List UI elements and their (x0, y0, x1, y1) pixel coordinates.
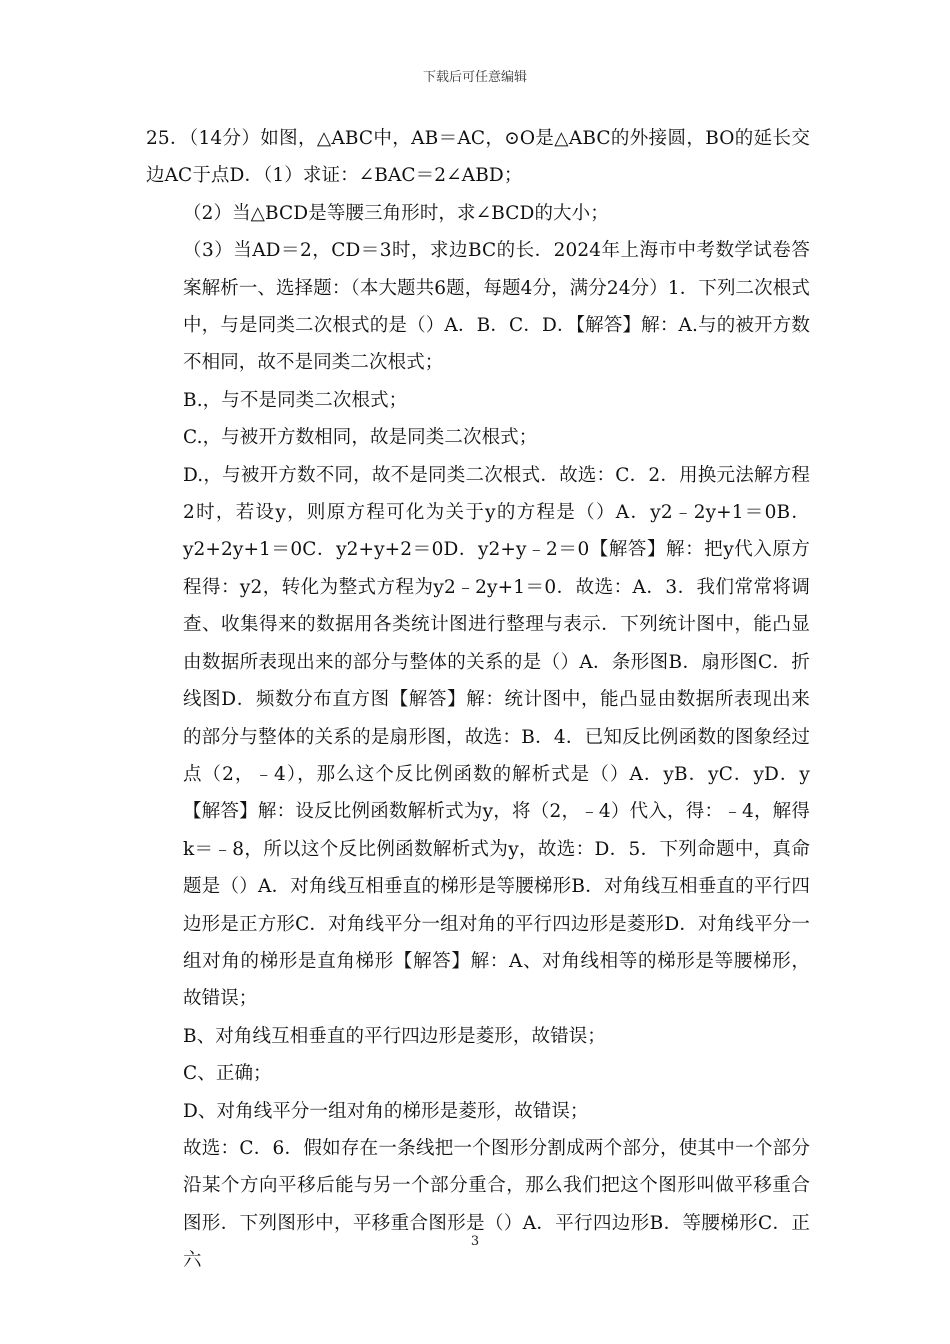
page-number: 3 (470, 1234, 480, 1249)
paragraph-question-25-part-3: （3）当AD＝2，CD＝3时，求边BC的长．2024年上海市中考数学试卷答案解析一、选择题：（本大题共6题，每题4分，满分24分）1．下列二次根式中，与是同类二次根式的是（）A．B．C．D．【解答】解：A.与的被开方数不相同，故不是同类二次根式； (183, 240, 810, 374)
paragraph-answer-5-d: D、对角线平分一组对角的梯形是菱形，故错误； (183, 1100, 589, 1122)
page-header: 下载后可任意编辑 (422, 70, 527, 85)
paragraph-question-25-part-2: （2）当△BCD是等腰三角形时，求∠BCD的大小； (183, 202, 609, 224)
paragraph-answer-1-c: C.，与被开方数相同，故是同类二次根式； (183, 427, 538, 449)
paragraph-answer-5-b: B、对角线互相垂直的平行四边形是菱形，故错误； (183, 1025, 606, 1047)
paragraph-answer-1-b: B.，与不是同类二次根式； (183, 389, 408, 411)
paragraph-answer-5-choice-question-6: 故选：C．6．假如存在一条线把一个图形分割成两个部分，使其中一个部分沿某个方向平移后能与另一个部分重合，那么我们把这个图形叫做平移重合图形．下列图形中，平移重合图形是（）A．平行四边形B．等腰梯形C．正六 (183, 1137, 810, 1272)
paragraph-answer-5-c: C、正确； (183, 1063, 272, 1085)
paragraph-answer-1-d: D.，与被开方数不同，故不是同类二次根式．故选：C．2．用换元法解方程2时，若设y，则原方程可化为关于y的方程是（）A．y2﹣2y+1＝0B．y2+2y+1＝0C．y2+y+2＝0D．y2+y﹣2＝0【解答】解：把y代入原方程得：y2，转化为整式方程为y2﹣2y+1＝0．故选：A．3．我们常常将调查、收集得来的数据用各类统计图进行整理与表示．下列统计图中，能凸显由数据所表现出来的部分与整体的关系的是（）A．条形图B．扇形图C．折线图D．频数分布直方图【解答】解：统计图中，能凸显由数据所表现出来的部分与整体的关系的是扇形图，故选：B．4．已知反比例函数的图象经过点（2，﹣4），那么这个反比例函数的解析式是（）A．yB．yC．yD．y【解答】解：设反比例函数解析式为y，将（2，﹣4）代入，得：﹣4，解得k＝﹣8，所以这个反比例函数解析式为y，故选：D．5．下列命题中，真命题是（）A．对角线互相垂直的梯形是等腰梯形B．对角线互相垂直的平行四边形是正方形C．对角线平分一组对角的平行四边形是菱形D．对角线平分一组对角的梯形是直角梯形【解答】解：A、对角线相等的梯形是等腰梯形，故错误； (183, 464, 810, 1010)
document-body (146, 120, 810, 1280)
paragraph-question-25: 25．（14分）如图，△ABC中，AB＝AC，⊙O是△ABC的外接圆，BO的延长交边AC于点D．（1）求证：∠BAC＝2∠ABD； (146, 128, 810, 187)
